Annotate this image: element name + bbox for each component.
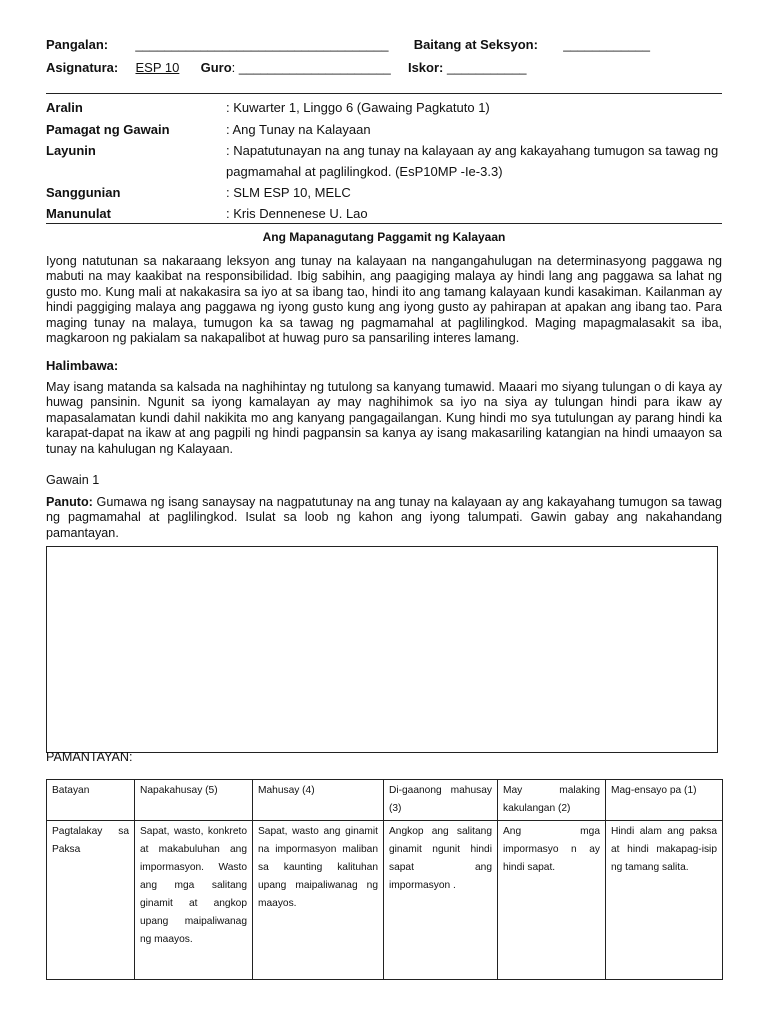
lesson-title: Ang Mapanagutang Paggamit ng Kalayaan (262, 230, 506, 244)
activity-label: Gawain 1 (46, 473, 100, 487)
info-value: : SLM ESP 10, MELC (226, 185, 351, 200)
teacher-label: Guro (200, 60, 232, 75)
score-blank[interactable]: ___________ (447, 60, 527, 75)
info-label: Aralin (46, 100, 83, 115)
rubric-header-cell: Batayan (47, 780, 135, 821)
rubric-row (47, 821, 723, 980)
answer-box[interactable] (46, 546, 718, 753)
score-label: Iskor: (407, 60, 444, 75)
header-row-1 (46, 37, 650, 52)
rubric-cell: Angkop ang salitang ginamit ngunit hindi sapat ang impormasyon . (384, 821, 498, 980)
info-divider (46, 223, 722, 224)
rubric-header-cell: Napakahusay (5) (135, 780, 253, 821)
info-value: : Kris Dennenese U. Lao (226, 206, 368, 221)
teacher-blank[interactable]: : _____________________ (231, 60, 391, 75)
rubric-header-cell: Mahusay (4) (253, 780, 384, 821)
header-divider (46, 93, 722, 94)
instructions-label: Panuto: (46, 495, 93, 509)
rubric-table (46, 779, 723, 980)
rubric-header-row (47, 780, 723, 821)
intro-paragraph: Iyong natutunan sa nakaraang leksyon ang tunay na kalayaan na nangangahulugan na determinasyong paggawa ng mabuti na may kaakibat na responsibilidad. Ibig sabihin, ang paagiging malaya ay hindi lang ang paggawa sa lahat ng gusto mo. Kung mali at nakakasira sa iyo at sa ibang tao, hindi ito ang tamang kalayaan kundi kasakiman. Kailanman ay hindi paggiging malaya ang paggawa ng iyong gusto kung ang iyong gusto ay pahirapan at apakan ang ibang tao. Para maging tunay na malaya, tumugon ka sa tawag ng pagmamahal at paglilingkod. Maging mapagmalasakit sa iba, magkaroon ng pakialam sa nakapalibot at huwag puro sa pansariling interes lamang. (46, 254, 722, 346)
grade-label: Baitang at Seksyon: (413, 37, 538, 52)
rubric-header-cell: Mag-ensayo pa (1) (606, 780, 723, 821)
rubric-header-cell: Di-gaanong mahusay (3) (384, 780, 498, 821)
rubric-cell: Pagtalakay sa Paksa (47, 821, 135, 980)
name-label: Pangalan: (46, 37, 109, 52)
instructions-text: Gumawa ng isang sanaysay na nagpatutunay na ang tunay na kalayaan ay ang kakayahang tumugon sa tawag ng pagmamahal at paglilingkod. Isulat sa loob ng kahon ang iyong talumpati. Gawin gabay ang nakahandang pamantayan. (46, 495, 722, 540)
rubric-cell: Ang mga impormasyo n ay hindi sapat. (498, 821, 606, 980)
rubric-cell: Sapat, wasto ang ginamit na impormasyon maliban sa kaunting kalituhan upang maipaliwanag ng maayos. (253, 821, 384, 980)
info-label: Layunin (46, 143, 96, 158)
info-label: Sanggunian (46, 185, 121, 200)
criteria-heading: PAMANTAYAN: (46, 750, 133, 764)
instructions (46, 495, 722, 541)
subject-label: Asignatura: (46, 60, 119, 75)
info-value: : Napatutunayan na ang tunay na kalayaan ay ang kakayahang tumugon sa tawag ng pagmamahal at paglilingkod. (EsP10MP -Ie-3.3) (226, 143, 719, 179)
rubric-cell: Hindi alam ang paksa at hindi makapag-isip ng tamang salita. (606, 821, 723, 980)
info-value: : Ang Tunay na Kalayaan (226, 122, 371, 137)
info-label: Pamagat ng Gawain (46, 122, 170, 137)
info-value: : Kuwarter 1, Linggo 6 (Gawaing Pagkatuto 1) (226, 100, 490, 115)
subject-value: ESP 10 (135, 60, 180, 75)
example-heading: Halimbawa: (46, 358, 119, 373)
info-label: Manunulat (46, 206, 111, 221)
rubric-cell: Sapat, wasto, konkreto at makabuluhan ang impormasyon. Wasto ang mga salitang ginamit at angkop upang maipaliwanag ng maayos. (135, 821, 253, 980)
rubric-header-cell: May malaking kakulangan (2) (498, 780, 606, 821)
name-blank[interactable]: ___________________________________ (135, 37, 389, 52)
header-row-2 (46, 60, 527, 75)
grade-blank[interactable]: ____________ (563, 37, 650, 52)
example-paragraph: May isang matanda sa kalsada na naghihintay ng tutulong sa kanyang tumawid. Maaari mo siyang tulungan o di kaya ay huwag pansinin. Ngunit sa iyong kamalayan ay may naghihimok sa iyo na siya ay tulungan hindi para ikaw ay mapasalamatan kundi dahil nakikita mo ang kanyang pangagailangan. Kung hindi mo sya tutulungan ay parang hindi ka karapat-dapat na ikaw at ang pagpili ng hindi pagpansin sa kanya ay isang makasariling katangian na hindi umaayon sa tunay na kahulugan ng Kalayaan. (46, 380, 722, 456)
